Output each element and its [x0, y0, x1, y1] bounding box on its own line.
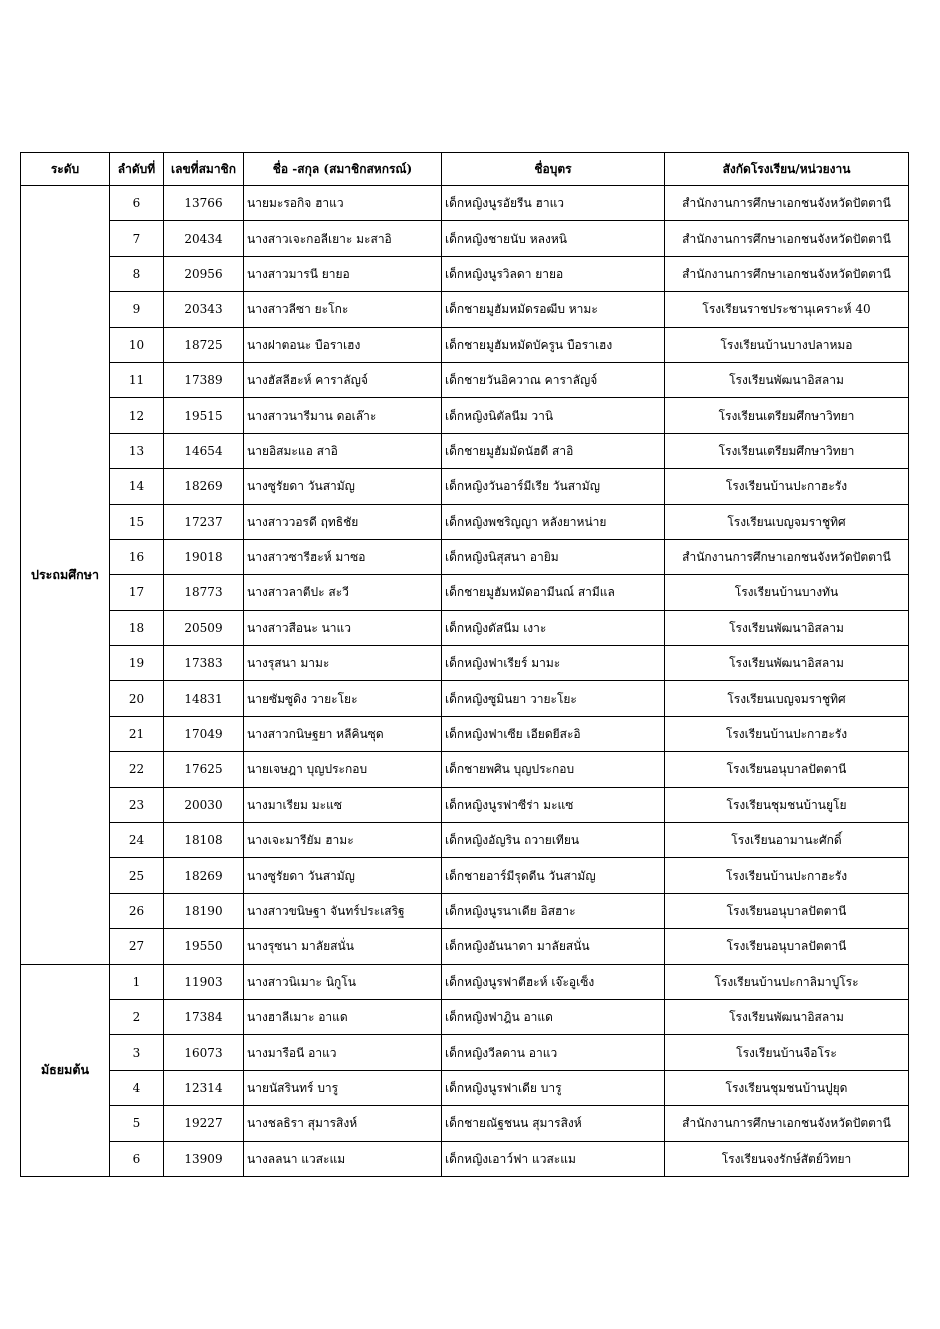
table-row	[21, 787, 909, 822]
child-name-cell: เด็กหญิงวีลดาน อาแว	[442, 1035, 665, 1070]
order-cell: 10	[110, 327, 164, 362]
school-cell: สำนักงานการศึกษาเอกชนจังหวัดปัตตานี	[665, 1106, 909, 1141]
member-id-cell: 17625	[164, 752, 244, 787]
member-id-cell: 20956	[164, 256, 244, 291]
child-name-cell: เด็กชายมูฮัมมัดนัฮดี สาอิ	[442, 433, 665, 468]
table-header-row	[21, 153, 909, 186]
member-id-cell: 17389	[164, 362, 244, 397]
school-cell: โรงเรียนอนุบาลปัตตานี	[665, 929, 909, 964]
member-id-cell: 18269	[164, 858, 244, 893]
member-name-cell: นางสาวสือนะ นาแว	[244, 610, 442, 645]
member-name-cell: นายซัมซูดิง วายะโยะ	[244, 681, 442, 716]
member-name-cell: นายนัสรินทร์ บารู	[244, 1070, 442, 1105]
order-cell: 25	[110, 858, 164, 893]
child-name-cell: เด็กหญิงซูมินยา วายะโยะ	[442, 681, 665, 716]
header-child-name: ชื่อบุตร	[442, 153, 665, 186]
order-cell: 2	[110, 999, 164, 1034]
member-name-cell: นางสาวมารนี ยายอ	[244, 256, 442, 291]
table-row	[21, 893, 909, 928]
header-member-name: ชื่อ -สกุล (สมาชิกสหกรณ์)	[244, 153, 442, 186]
order-cell: 19	[110, 646, 164, 681]
table-row	[21, 575, 909, 610]
school-cell: สำนักงานการศึกษาเอกชนจังหวัดปัตตานี	[665, 539, 909, 574]
table-row	[21, 1035, 909, 1070]
member-name-cell: นางสาวเจะกอลีเยาะ มะสาอิ	[244, 221, 442, 256]
table-row	[21, 292, 909, 327]
table-row	[21, 681, 909, 716]
child-name-cell: เด็กชายมูฮัมหมัดบัครูน บือราเฮง	[442, 327, 665, 362]
member-name-cell: นางฮาลีเมาะ อาแด	[244, 999, 442, 1034]
school-cell: โรงเรียนบ้านปะกาฮะรัง	[665, 469, 909, 504]
table-row	[21, 1070, 909, 1105]
school-cell: โรงเรียนบ้านบางทัน	[665, 575, 909, 610]
child-name-cell: เด็กหญิงฟาเซีย เอียดยีสะอิ	[442, 716, 665, 751]
school-cell: โรงเรียนอนุบาลปัตตานี	[665, 752, 909, 787]
order-cell: 11	[110, 362, 164, 397]
child-name-cell: เด็กหญิงนูรฟาตีฮะห์ เจ๊ะอูเซ็ง	[442, 964, 665, 999]
member-id-cell: 18725	[164, 327, 244, 362]
table-row	[21, 469, 909, 504]
school-cell: โรงเรียนพัฒนาอิสลาม	[665, 999, 909, 1034]
member-id-cell: 17237	[164, 504, 244, 539]
school-cell: โรงเรียนอนุบาลปัตตานี	[665, 893, 909, 928]
level-cell: ประถมศึกษา	[21, 186, 110, 965]
member-name-cell: นางรุซนา มาลัยสนั่น	[244, 929, 442, 964]
member-name-cell: นางฝาตอนะ บือราเฮง	[244, 327, 442, 362]
order-cell: 4	[110, 1070, 164, 1105]
member-id-cell: 18773	[164, 575, 244, 610]
school-cell: สำนักงานการศึกษาเอกชนจังหวัดปัตตานี	[665, 221, 909, 256]
order-cell: 3	[110, 1035, 164, 1070]
member-name-cell: นางสาวลีซา ยะโกะ	[244, 292, 442, 327]
table-row	[21, 823, 909, 858]
school-cell: โรงเรียนจงรักษ์สัตย์วิทยา	[665, 1141, 909, 1176]
member-id-cell: 13766	[164, 186, 244, 221]
member-id-cell: 11903	[164, 964, 244, 999]
header-order: ลำดับที่	[110, 153, 164, 186]
table-row	[21, 964, 909, 999]
order-cell: 5	[110, 1106, 164, 1141]
order-cell: 27	[110, 929, 164, 964]
child-name-cell: เด็กหญิงนิตัลนีม วานิ	[442, 398, 665, 433]
member-id-cell: 19018	[164, 539, 244, 574]
school-cell: โรงเรียนเตรียมศึกษาวิทยา	[665, 433, 909, 468]
member-name-cell: นางสาวขนิษฐา จันทร์ประเสริฐ	[244, 893, 442, 928]
table-row	[21, 362, 909, 397]
order-cell: 20	[110, 681, 164, 716]
child-name-cell: เด็กหญิงดัสนีม เงาะ	[442, 610, 665, 645]
member-name-cell: นางชลธิรา สุมารสิงห์	[244, 1106, 442, 1141]
school-cell: สำนักงานการศึกษาเอกชนจังหวัดปัตตานี	[665, 186, 909, 221]
table-row	[21, 716, 909, 751]
school-cell: โรงเรียนราชประชานุเคราะห์ 40	[665, 292, 909, 327]
member-id-cell: 20509	[164, 610, 244, 645]
table-row	[21, 646, 909, 681]
order-cell: 14	[110, 469, 164, 504]
member-name-cell: นางรุสนา มามะ	[244, 646, 442, 681]
table-row	[21, 610, 909, 645]
member-name-cell: นางสาวนารีมาน ดอเล๊าะ	[244, 398, 442, 433]
child-name-cell: เด็กหญิงฟาฎิน อาแด	[442, 999, 665, 1034]
member-name-cell: นายมะรอกิจ ฮาแว	[244, 186, 442, 221]
child-name-cell: เด็กหญิงนูรฟาเดีย บารู	[442, 1070, 665, 1105]
member-id-cell: 16073	[164, 1035, 244, 1070]
member-id-cell: 18108	[164, 823, 244, 858]
order-cell: 16	[110, 539, 164, 574]
child-name-cell: เด็กหญิงชายนับ หลงหนิ	[442, 221, 665, 256]
order-cell: 23	[110, 787, 164, 822]
school-cell: โรงเรียนพัฒนาอิสลาม	[665, 610, 909, 645]
member-id-cell: 20343	[164, 292, 244, 327]
school-cell: โรงเรียนบ้านบางปลาหมอ	[665, 327, 909, 362]
order-cell: 26	[110, 893, 164, 928]
table-row	[21, 256, 909, 291]
table-row	[21, 327, 909, 362]
school-cell: โรงเรียนชุมชนบ้านยูโย	[665, 787, 909, 822]
member-name-cell: นางซูรัยดา วันสามัญ	[244, 858, 442, 893]
header-level: ระดับ	[21, 153, 110, 186]
table-row	[21, 398, 909, 433]
child-name-cell: เด็กหญิงนูรนาเดีย อิสฮาะ	[442, 893, 665, 928]
child-name-cell: เด็กชายณัฐชนน สุมารสิงห์	[442, 1106, 665, 1141]
member-id-cell: 18190	[164, 893, 244, 928]
table-row	[21, 999, 909, 1034]
order-cell: 6	[110, 1141, 164, 1176]
member-name-cell: นายเจษฎา บุญประกอบ	[244, 752, 442, 787]
member-id-cell: 12314	[164, 1070, 244, 1105]
member-name-cell: นางสาววอรดี ฤทธิชัย	[244, 504, 442, 539]
school-cell: โรงเรียนอามานะศักดิ์	[665, 823, 909, 858]
member-id-cell: 19515	[164, 398, 244, 433]
order-cell: 17	[110, 575, 164, 610]
table-row	[21, 221, 909, 256]
school-cell: โรงเรียนพัฒนาอิสลาม	[665, 362, 909, 397]
school-cell: โรงเรียนบ้านปะกาลิมาปูโระ	[665, 964, 909, 999]
table-row	[21, 539, 909, 574]
member-id-cell: 19550	[164, 929, 244, 964]
member-name-cell: นางสาวนิเมาะ นิกูโน	[244, 964, 442, 999]
level-cell: มัธยมต้น	[21, 964, 110, 1176]
school-cell: โรงเรียนบ้านปะกาฮะรัง	[665, 716, 909, 751]
school-cell: โรงเรียนเบญจมราชูทิศ	[665, 681, 909, 716]
member-id-cell: 18269	[164, 469, 244, 504]
child-name-cell: เด็กหญิงอันนาดา มาลัยสนั่น	[442, 929, 665, 964]
school-cell: โรงเรียนเตรียมศึกษาวิทยา	[665, 398, 909, 433]
child-name-cell: เด็กชายอาร์มีรุดดีน วันสามัญ	[442, 858, 665, 893]
member-name-cell: นายอิสมะแอ สาอิ	[244, 433, 442, 468]
member-id-cell: 17384	[164, 999, 244, 1034]
order-cell: 8	[110, 256, 164, 291]
order-cell: 1	[110, 964, 164, 999]
member-id-cell: 17383	[164, 646, 244, 681]
school-cell: โรงเรียนพัฒนาอิสลาม	[665, 646, 909, 681]
child-name-cell: เด็กหญิงเอาว์ฟา แวสะแม	[442, 1141, 665, 1176]
child-name-cell: เด็กหญิงนูรอัยรีน ฮาแว	[442, 186, 665, 221]
school-cell: โรงเรียนบ้านจือโระ	[665, 1035, 909, 1070]
school-cell: โรงเรียนเบญจมราชูทิศ	[665, 504, 909, 539]
member-name-cell: นางเจะมารียัม ฮามะ	[244, 823, 442, 858]
table-row	[21, 1141, 909, 1176]
order-cell: 15	[110, 504, 164, 539]
member-id-cell: 14654	[164, 433, 244, 468]
school-cell: โรงเรียนชุมชนบ้านปูยุด	[665, 1070, 909, 1105]
order-cell: 6	[110, 186, 164, 221]
child-name-cell: เด็กชายมูฮัมหมัดรอฒีบ หามะ	[442, 292, 665, 327]
header-member-id: เลขที่สมาชิก	[164, 153, 244, 186]
school-cell: โรงเรียนบ้านปะกาฮะรัง	[665, 858, 909, 893]
member-name-cell: นางซูรัยดา วันสามัญ	[244, 469, 442, 504]
child-name-cell: เด็กหญิงพชริญญา หลังยาหน่าย	[442, 504, 665, 539]
table-row	[21, 752, 909, 787]
member-name-cell: นางสาวลาตีปะ สะวี	[244, 575, 442, 610]
child-name-cell: เด็กหญิงอัญริน ถวายเทียน	[442, 823, 665, 858]
member-id-cell: 20030	[164, 787, 244, 822]
order-cell: 24	[110, 823, 164, 858]
table-row	[21, 433, 909, 468]
order-cell: 21	[110, 716, 164, 751]
member-id-cell: 17049	[164, 716, 244, 751]
order-cell: 13	[110, 433, 164, 468]
header-school: สังกัดโรงเรียน/หน่วยงาน	[665, 153, 909, 186]
member-name-cell: นางมาเรียม มะแซ	[244, 787, 442, 822]
child-name-cell: เด็กชายวันอิควาณ คาราลัญจ์	[442, 362, 665, 397]
member-id-cell: 20434	[164, 221, 244, 256]
member-name-cell: นางลลนา แวสะแม	[244, 1141, 442, 1176]
member-name-cell: นางสาวซารีฮะห์ มาซอ	[244, 539, 442, 574]
child-name-cell: เด็กหญิงนูรวิลดา ยายอ	[442, 256, 665, 291]
school-cell: สำนักงานการศึกษาเอกชนจังหวัดปัตตานี	[665, 256, 909, 291]
order-cell: 9	[110, 292, 164, 327]
child-name-cell: เด็กหญิงนิสุสนา อายิม	[442, 539, 665, 574]
member-id-cell: 14831	[164, 681, 244, 716]
member-name-cell: นางมารือนี อาแว	[244, 1035, 442, 1070]
order-cell: 7	[110, 221, 164, 256]
table-row	[21, 929, 909, 964]
member-name-cell: นางฮัสลีฮะห์ คาราลัญจ์	[244, 362, 442, 397]
order-cell: 18	[110, 610, 164, 645]
member-id-cell: 19227	[164, 1106, 244, 1141]
child-name-cell: เด็กชายพศิน บุญประกอบ	[442, 752, 665, 787]
member-name-cell: นางสาวกนิษฐยา หลีคินซุด	[244, 716, 442, 751]
table-row	[21, 504, 909, 539]
child-name-cell: เด็กชายมูฮัมหมัดอามีนณ์ สามีแล	[442, 575, 665, 610]
table-row	[21, 1106, 909, 1141]
order-cell: 12	[110, 398, 164, 433]
table-body	[21, 186, 909, 1177]
order-cell: 22	[110, 752, 164, 787]
member-id-cell: 13909	[164, 1141, 244, 1176]
members-children-table	[20, 152, 909, 1177]
table-row	[21, 186, 909, 221]
child-name-cell: เด็กหญิงนูรฟาซีร่า มะแซ	[442, 787, 665, 822]
child-name-cell: เด็กหญิงฟาเรียร์ มามะ	[442, 646, 665, 681]
child-name-cell: เด็กหญิงวันอาร์มีเรีย วันสามัญ	[442, 469, 665, 504]
table-row	[21, 858, 909, 893]
